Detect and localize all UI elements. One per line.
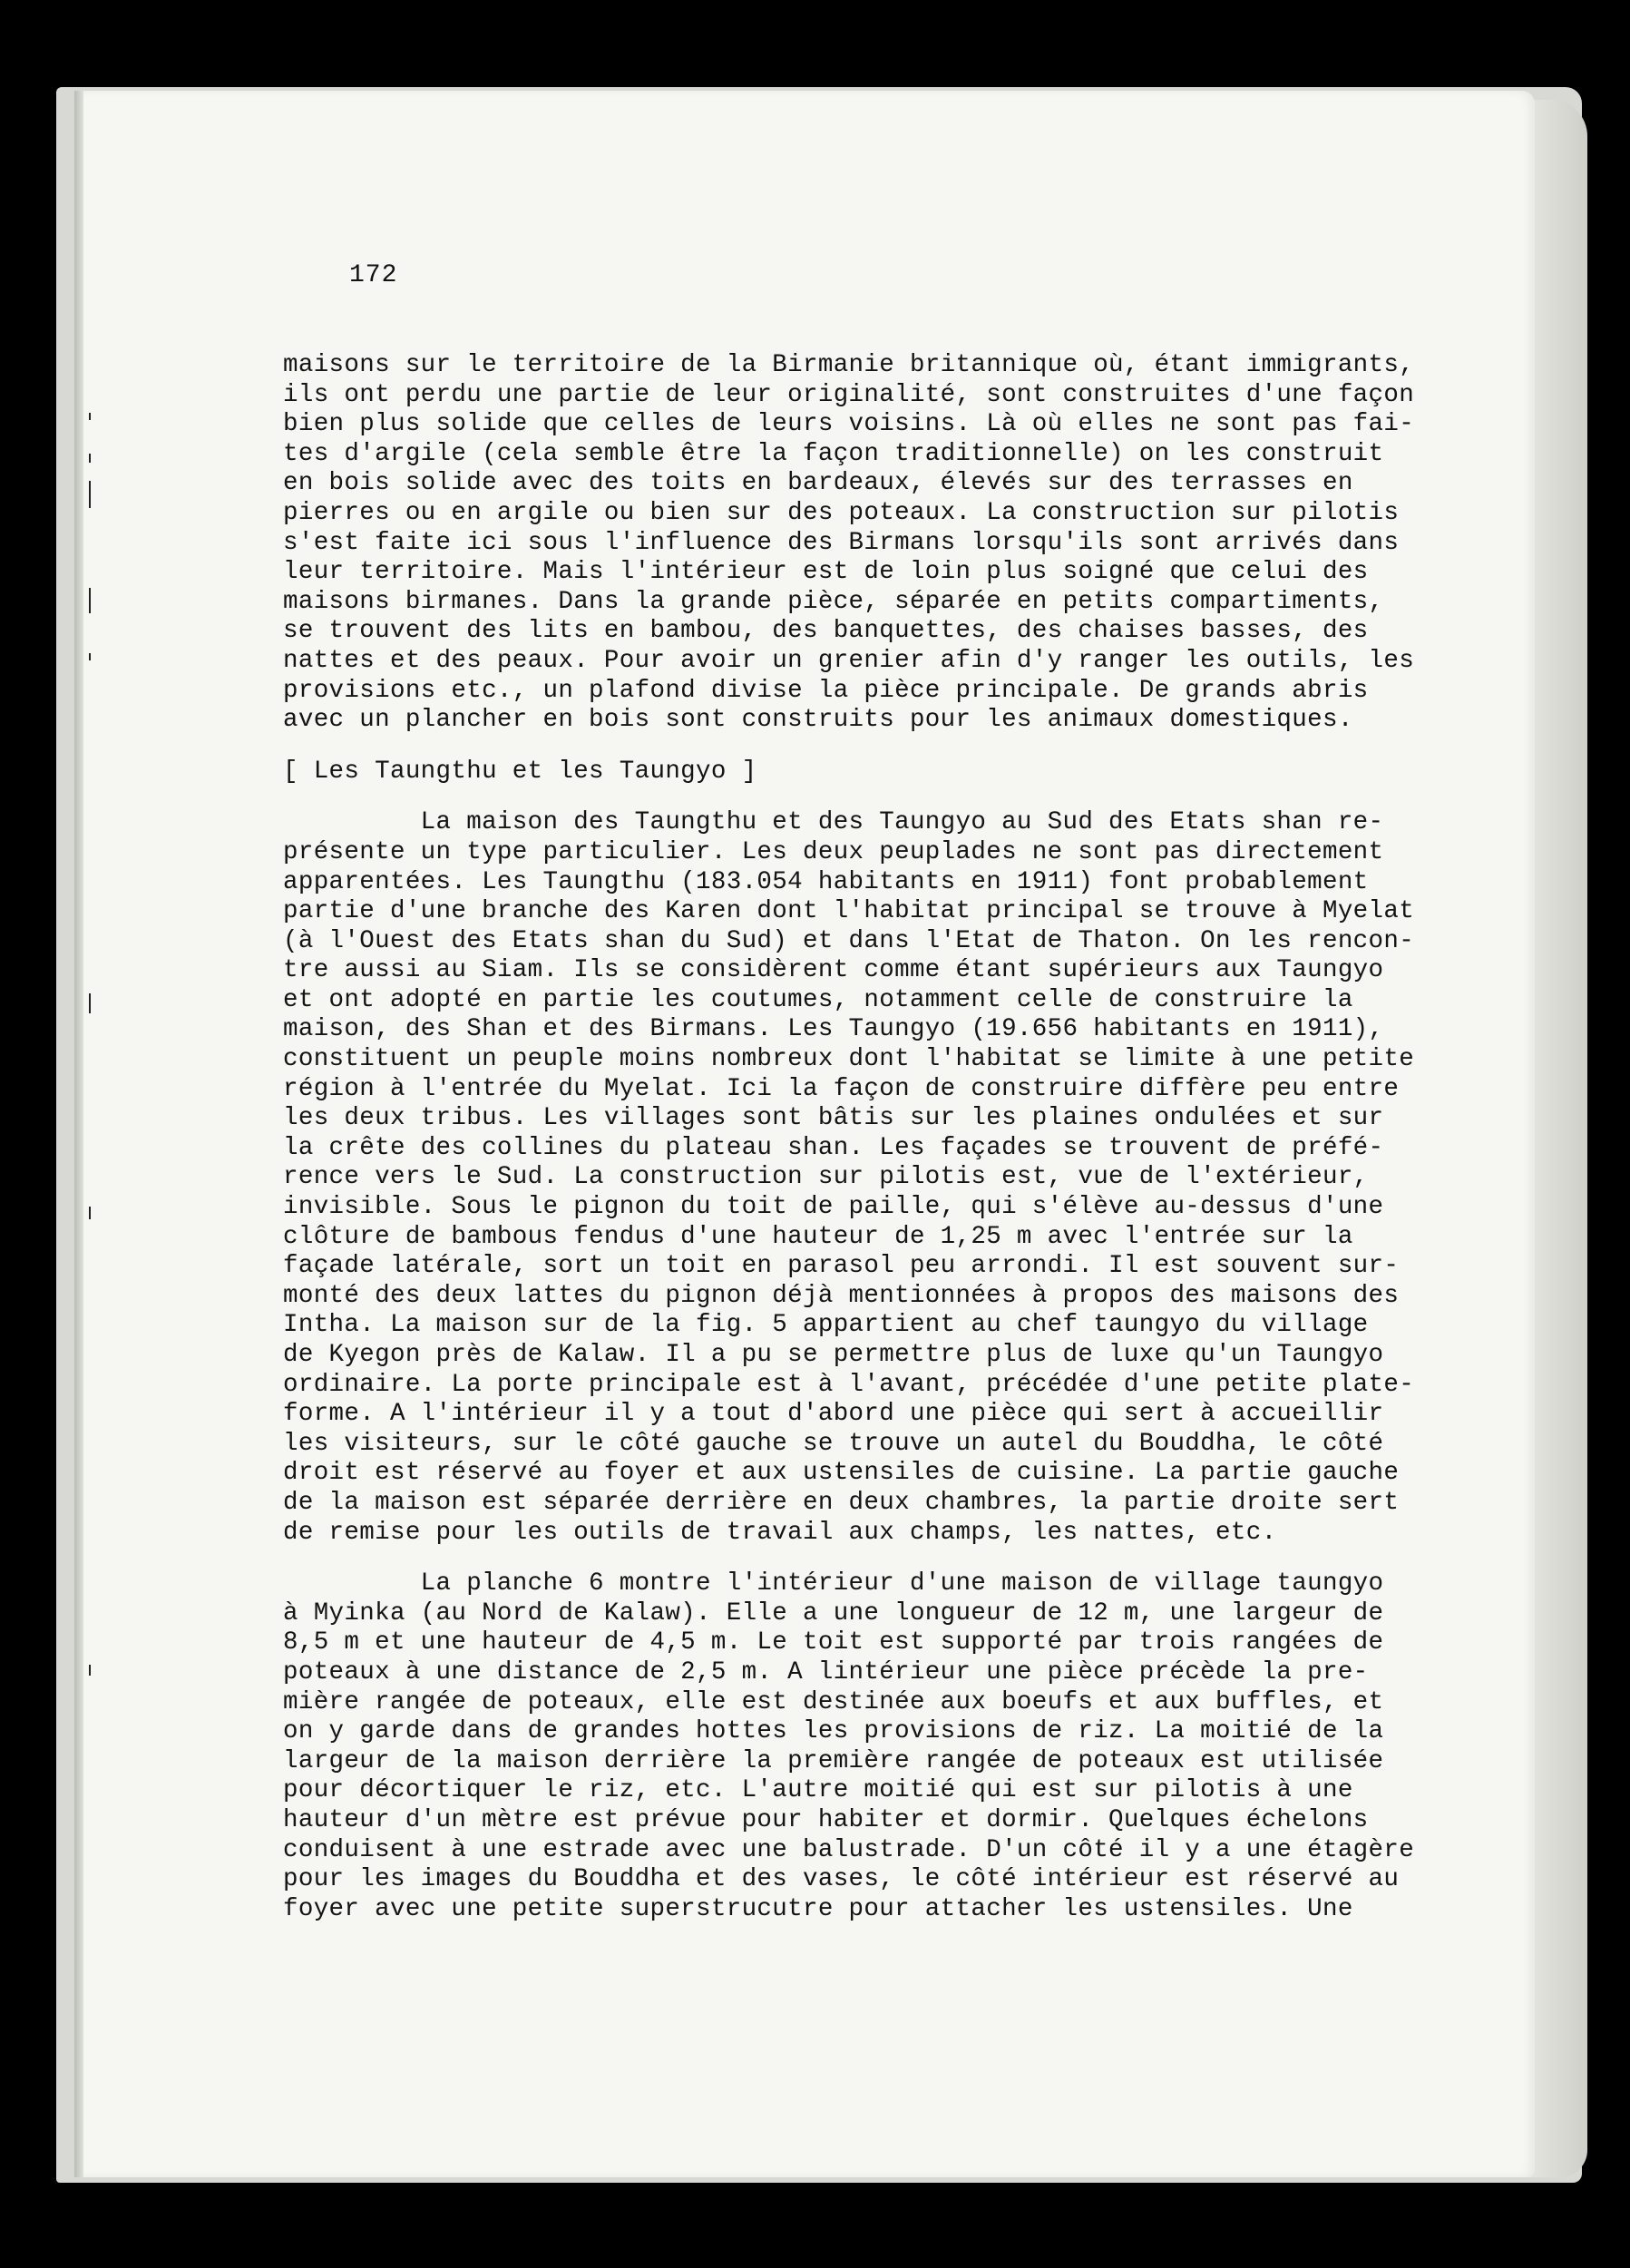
binding-edge [74, 91, 83, 2177]
text-line: poteaux à une distance de 2,5 m. A lintérieur une pièce précède la pre- [283, 1657, 1369, 1686]
text-line: région à l'entrée du Myelat. Ici la façon de construire diffère peu entre [283, 1074, 1400, 1103]
margin-mark [89, 413, 91, 420]
text-line: on y garde dans de grandes hottes les provisions de riz. La moitié de la [283, 1717, 1384, 1746]
text-line: les deux tribus. Les villages sont bâtis sur les plaines ondulées et sur [283, 1104, 1384, 1133]
text-line: à Myinka (au Nord de Kalaw). Elle a une longueur de 12 m, une largeur de [283, 1598, 1384, 1628]
text-line: leur territoire. Mais l'intérieur est de loin plus soigné que celui des [283, 558, 1369, 587]
text-line: la crête des collines du plateau shan. Les façades se trouvent de préfé- [283, 1133, 1384, 1162]
text-line: constituent un peuple moins nombreux dont l'habitat se limite à une petite [283, 1045, 1415, 1074]
text-line: Intha. La maison sur de la fig. 5 appartient au chef taungyo du village [283, 1311, 1369, 1340]
text-line: pour les images du Bouddha et des vases, le côté intérieur est réservé au [283, 1865, 1400, 1894]
spacer [283, 736, 1489, 758]
text-line: largeur de la maison derrière la première rangée de poteaux est utilisée [283, 1746, 1384, 1775]
text-line: provisions etc., un plafond divise la pièce principale. De grands abris [283, 676, 1369, 705]
paragraph [283, 808, 1489, 1548]
margin-mark [89, 653, 91, 660]
text-line: les visiteurs, sur le côté gauche se trouve un autel du Bouddha, le côté [283, 1429, 1384, 1458]
text-line: forme. A l'intérieur il y a tout d'abord une pièce qui sert à accueillir [283, 1400, 1384, 1429]
text-line: ils ont perdu une partie de leur originalité, sont construites d'une façon [283, 380, 1415, 409]
text-line: conduisent à une estrade avec une balustrade. D'un côté il y a une étagère [283, 1835, 1415, 1864]
text-line: maisons birmanes. Dans la grande pièce, séparée en petits compartiments, [283, 587, 1384, 616]
text-line: tes d'argile (cela semble être la façon traditionnelle) on les construit [283, 439, 1384, 468]
text-line: ordinaire. La porte principale est à l'avant, précédée d'une petite plate- [283, 1370, 1415, 1399]
text-line: La maison des Taungthu et des Taungyo au Sud des Etats shan re- [283, 808, 1384, 837]
margin-mark [89, 481, 91, 508]
text-line: tre aussi au Siam. Ils se considèrent comme étant supérieurs aux Taungyo [283, 956, 1384, 985]
text-line: foyer avec une petite superstrucutre pour attacher les ustensiles. Une [283, 1894, 1353, 1923]
margin-mark [89, 1665, 91, 1676]
text-line: hauteur d'un mètre est prévue pour habiter et dormir. Quelques échelons [283, 1805, 1369, 1834]
text-line: partie d'une branche des Karen dont l'habitat principal se trouve à Myelat [283, 897, 1415, 926]
text-line: pour décortiquer le riz, etc. L'autre moitié qui est sur pilotis à une [283, 1776, 1353, 1805]
text-line: s'est faite ici sous l'influence des Birmans lorsqu'ils sont arrivés dans [283, 528, 1400, 557]
text-line: rence vers le Sud. La construction sur pilotis est, vue de l'extérieur, [283, 1163, 1369, 1192]
text-line: apparentées. Les Taungthu (183.054 habitants en 1911) font probablement [283, 867, 1369, 896]
body-text [283, 351, 1489, 1924]
text-line: clôture de bambous fendus d'une hauteur de 1,25 m avec l'entrée sur la [283, 1222, 1353, 1251]
text-line: et ont adopté en partie les coutumes, notamment celle de construire la [283, 985, 1353, 1014]
paragraph [283, 351, 1489, 736]
text-line: façade latérale, sort un toit en parasol peu arrondi. Il est souvent sur- [283, 1252, 1400, 1281]
section-heading: [ Les Taungthu et les Taungyo ] [283, 757, 757, 786]
text-line: La planche 6 montre l'intérieur d'une maison de village taungyo [283, 1569, 1384, 1598]
spacer [283, 787, 1489, 808]
text-line: de Kyegon près de Kalaw. Il a pu se permettre plus de luxe qu'un Taungyo [283, 1341, 1384, 1369]
text-line: (à l'Ouest des Etats shan du Sud) et dans l'Etat de Thaton. On les rencon- [283, 926, 1415, 955]
margin-mark [89, 454, 91, 463]
text-line: en bois solide avec des toits en bardeaux, élevés sur des terrasses en [283, 469, 1353, 498]
text-line: pierres ou en argile ou bien sur des poteaux. La construction sur pilotis [283, 498, 1400, 527]
text-line: nattes et des peaux. Pour avoir un grenier afin d'y ranger les outils, les [283, 646, 1415, 675]
text-line: avec un plancher en bois sont construits pour les animaux domestiques. [283, 706, 1353, 735]
page-number: 172 [349, 261, 398, 289]
text-line: présente un type particulier. Les deux peuplades ne sont pas directement [283, 837, 1384, 866]
margin-mark [89, 993, 91, 1013]
spacer [283, 1548, 1489, 1569]
text-line: se trouvent des lits en bambou, des banquettes, des chaises basses, des [283, 617, 1369, 646]
margin-mark [89, 1207, 91, 1219]
text-line: de la maison est séparée derrière en deux chambres, la partie droite sert [283, 1488, 1400, 1517]
text-line: maisons sur le territoire de la Birmanie britannique où, étant immigrants, [283, 351, 1415, 379]
text-line: de remise pour les outils de travail aux champs, les nattes, etc. [283, 1518, 1277, 1547]
text-line: monté des deux lattes du pignon déjà mentionnées à propos des maisons des [283, 1281, 1400, 1310]
text-line: 8,5 m et une hauteur de 4,5 m. Le toit est supporté par trois rangées de [283, 1628, 1384, 1657]
text-line: bien plus solide que celles de leurs voisins. Là où elles ne sont pas fai- [283, 410, 1415, 439]
text-line: droit est réservé au foyer et aux ustensiles de cuisine. La partie gauche [283, 1459, 1400, 1488]
text-line: invisible. Sous le pignon du toit de paille, qui s'élève au-dessus d'une [283, 1193, 1384, 1222]
margin-mark [89, 588, 91, 613]
text-line: maison, des Shan et des Birmans. Les Taungyo (19.656 habitants en 1911), [283, 1015, 1384, 1044]
text-line: mière rangée de poteaux, elle est destinée aux boeufs et aux buffles, et [283, 1687, 1384, 1716]
paragraph [283, 1569, 1489, 1924]
